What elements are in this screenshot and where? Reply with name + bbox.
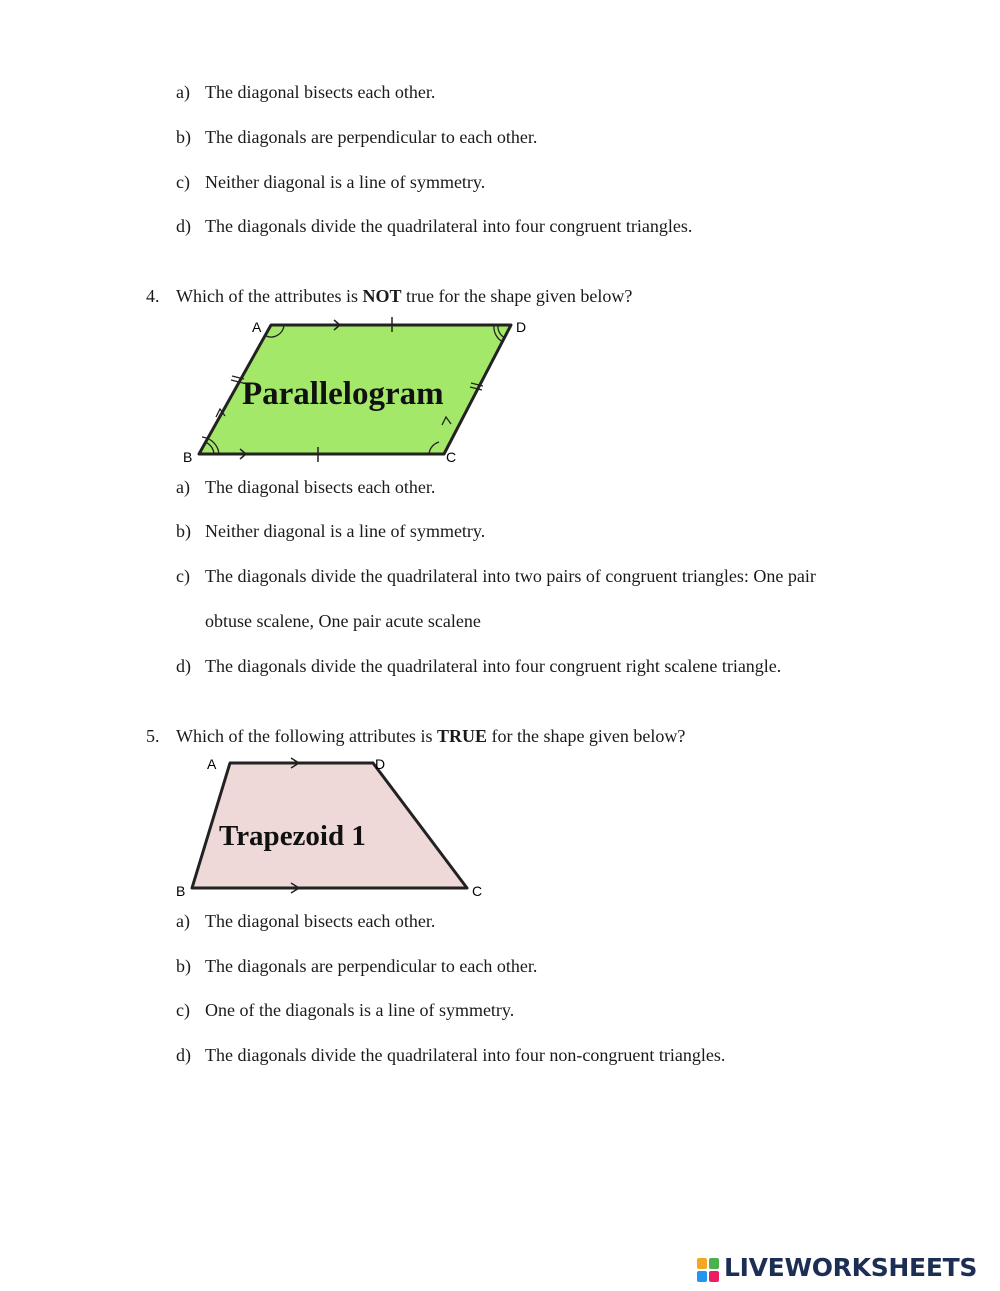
q5-option-d[interactable] (176, 1044, 725, 1066)
question-emphasis: NOT (362, 286, 402, 306)
q5-option-c[interactable] (176, 999, 514, 1021)
question-text-end: for the shape given below? (486, 726, 686, 746)
option-text: The diagonals are perpendicular to each other. (205, 956, 538, 976)
vertex-label-c: C (446, 449, 457, 465)
liveworksheets-logo-icon (697, 1258, 719, 1282)
q3-option-a[interactable] (176, 81, 435, 103)
option-text: The diagonal bisects each other. (205, 477, 436, 497)
option-letter: c) (176, 172, 190, 192)
option-text: Neither diagonal is a line of symmetry. (205, 521, 486, 541)
question-text-end: true for the shape given below? (401, 286, 633, 306)
q4-option-c-continuation: obtuse scalene, One pair acute scalene (205, 611, 481, 631)
option-text: Neither diagonal is a line of symmetry. (205, 172, 486, 192)
option-letter: d) (176, 216, 191, 236)
vertex-label-b: B (176, 883, 186, 899)
question-emphasis: TRUE (436, 726, 487, 746)
option-text: The diagonal bisects each other. (205, 911, 436, 931)
option-text: The diagonals divide the quadrilateral into four congruent triangles. (205, 216, 693, 236)
vertex-label-d: D (375, 756, 386, 772)
vertex-label-c: C (472, 883, 483, 899)
option-text: The diagonals divide the quadrilateral into two pairs of congruent triangles: One pair (205, 566, 816, 586)
question-5 (146, 725, 685, 747)
option-letter: d) (176, 1045, 191, 1065)
option-text: One of the diagonals is a line of symmetry. (205, 1000, 515, 1020)
vertex-label-a: A (207, 756, 217, 772)
liveworksheets-logo[interactable] (697, 1255, 993, 1285)
question-number: 5. (146, 726, 160, 746)
q5-option-b[interactable] (176, 955, 537, 977)
option-letter: c) (176, 566, 190, 586)
question-4 (146, 285, 632, 307)
option-letter: b) (176, 127, 191, 147)
option-text: The diagonals divide the quadrilateral into four congruent right scalene triangle. (205, 656, 782, 676)
option-letter: a) (176, 82, 190, 102)
q4-option-c[interactable] (176, 565, 816, 587)
question-number: 4. (146, 286, 160, 306)
option-letter: b) (176, 956, 191, 976)
q3-option-c[interactable] (176, 171, 485, 193)
q4-option-d[interactable] (176, 655, 781, 677)
parallelogram-label: Parallelogram (242, 376, 444, 412)
option-text: The diagonals are perpendicular to each other. (205, 127, 538, 147)
q3-option-d[interactable] (176, 215, 692, 237)
trapezoid-label: Trapezoid 1 (219, 820, 366, 852)
option-letter: a) (176, 477, 190, 497)
vertex-label-a: A (252, 319, 262, 335)
vertex-label-b: B (183, 449, 193, 465)
option-letter: a) (176, 911, 190, 931)
option-letter: d) (176, 656, 191, 676)
q4-option-b[interactable] (176, 520, 485, 542)
question-text: Which of the attributes is (176, 286, 363, 306)
question-text: Which of the following attributes is (176, 726, 437, 746)
option-letter: c) (176, 1000, 190, 1020)
q3-option-b[interactable] (176, 126, 537, 148)
parallelogram-figure (180, 312, 540, 467)
liveworksheets-logo-text: LIVEWORKSHEETS (724, 1253, 978, 1282)
option-text: The diagonal bisects each other. (205, 82, 436, 102)
vertex-label-d: D (516, 319, 527, 335)
q5-option-a[interactable] (176, 910, 435, 932)
trapezoid-figure (174, 752, 494, 900)
option-letter: b) (176, 521, 191, 541)
option-text: The diagonals divide the quadrilateral into four non-congruent triangles. (205, 1045, 726, 1065)
q4-option-a[interactable] (176, 476, 435, 498)
